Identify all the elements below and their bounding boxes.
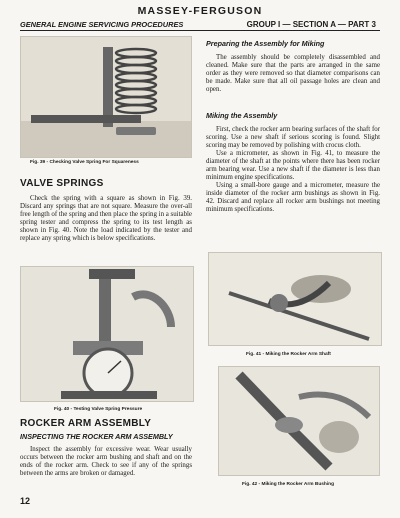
rocker-arm-heading: ROCKER ARM ASSEMBLY [20,418,152,429]
header-rule [20,30,380,31]
figure-41-image [208,252,382,346]
figure-42-image [218,366,380,476]
figure-39-caption: Fig. 39 - Checking Valve Spring For Squareness [30,160,139,165]
miking-paragraph-3: Using a small-bore gauge and a micrometer, measure the inside diameter of the rocker arm bushings as shown in Fig. 42. Discard and replace all rocker arm bushings not meeting minimum specifications. [206,182,380,214]
rocker-arm-paragraph: Inspect the assembly for excessive wear. Wear usually occurs between the rocker arm bushing and shaft and on the ends of the rocker arm. Check to see if any of the springs between the arms are broken or damaged. [20,446,192,478]
figure-41-caption: Fig. 41 - Miking the Rocker Arm Shaft [246,352,331,357]
miking-paragraph-1: First, check the rocker arm bearing surfaces of the shaft for scoring. Use a new shaft if serious scoring is found. Slight scoring may be removed by polishing with crocus cloth. [206,126,380,150]
brand-title: MASSEY-FERGUSON [137,5,263,17]
prep-body [206,54,380,94]
header-left: GENERAL ENGINE SERVICING PROCEDURES [20,20,184,29]
rocker-arm-subheading: INSPECTING THE ROCKER ARM ASSEMBLY [20,432,173,441]
prep-heading: Preparing the Assembly for Miking [206,39,325,48]
rocker-arm-body [20,446,192,478]
header-right: GROUP I — SECTION A — PART 3 [246,20,376,29]
figure-40-caption: Fig. 40 - Testing Valve Spring Pressure [54,407,143,412]
prep-paragraph: The assembly should be completely disassembled and cleaned. Make sure that the parts are arranged in the same order as they were removed so that diameter comparisons can be made. Make sure that all oil passage holes are clean and open. [206,54,380,94]
page-number: 12 [20,496,31,506]
valve-springs-heading: VALVE SPRINGS [20,178,104,189]
valve-springs-body [20,195,192,243]
valve-springs-paragraph: Check the spring with a square as shown in Fig. 39. Discard any springs that are not square. Measure the over-all free length of the spring and then place the spring in a suitable spring tester and compress the spring to its test length as shown in Fig. 40. Note the load indicated by the tester and replace any spring which is below specifications. [20,195,192,243]
miking-body [206,126,380,215]
figure-40-image [20,266,194,402]
figure-39-image [20,36,192,158]
figure-42-caption: Fig. 42 - Miking the Rocker Arm Bushing [242,482,335,487]
miking-heading: Miking the Assembly [206,111,278,120]
miking-paragraph-2: Use a micrometer, as shown in Fig. 41, to measure the diameter of the shaft at the points where there has been rocker arm bearing wear. Use a new shaft if the diameter is less than minimum engine specifications. [206,150,380,182]
